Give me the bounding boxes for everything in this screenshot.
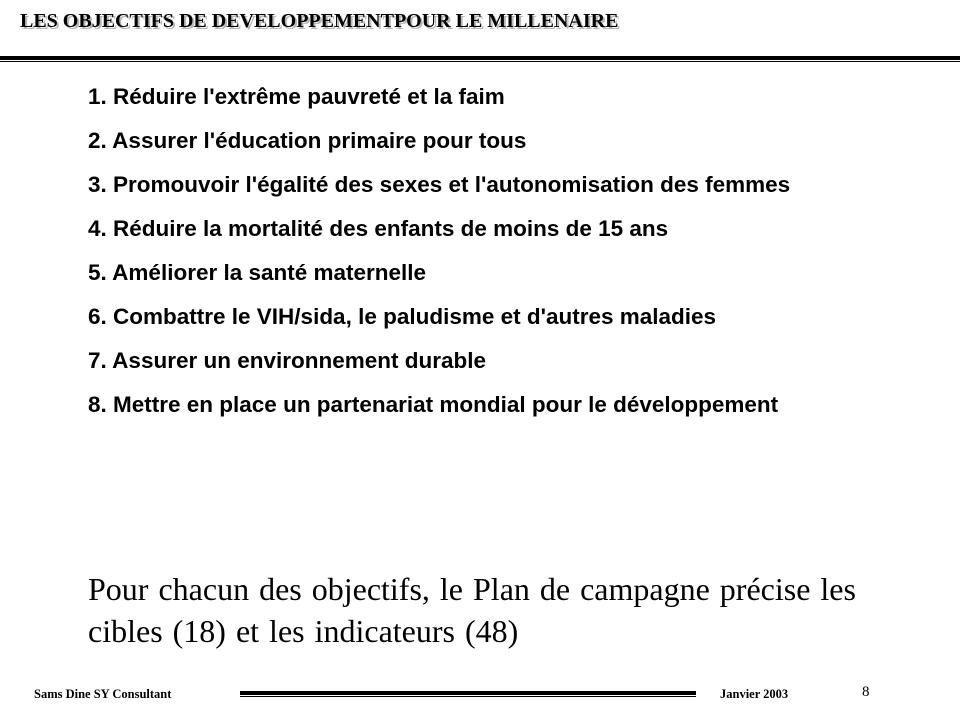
footer-divider-thin	[240, 696, 696, 697]
objective-item-2: 2. Assurer l'éducation primaire pour tous	[88, 128, 527, 153]
footer-divider	[240, 691, 696, 695]
summary-paragraph: Pour chacun des objectifs, le Plan de campagne précise les cibles (18) et les indicateurs (48)	[88, 571, 856, 649]
title-divider-thin	[0, 61, 960, 62]
objective-item-3: 3. Promouvoir l'égalité des sexes et l'autonomisation des femmes	[88, 172, 791, 197]
page-number: 8	[862, 684, 870, 700]
objectives-list	[88, 80, 928, 432]
footer-date: Janvier 2003	[720, 687, 789, 701]
footer-author: Sams Dine SY Consultant	[34, 687, 172, 701]
objective-item-6: 6. Combattre le VIH/sida, le paludisme et d'autres maladies	[88, 304, 717, 329]
slide-title: LES OBJECTIFS DE DEVELOPPEMENTPOUR LE MILLENAIRE	[20, 10, 619, 32]
slide-footer	[0, 684, 960, 704]
objective-item-5: 5. Améliorer la santé maternelle	[88, 260, 427, 285]
title-divider	[0, 56, 960, 60]
objective-item-7: 7. Assurer un environnement durable	[88, 348, 487, 373]
objective-item-4: 4. Réduire la mortalité des enfants de moins de 15 ans	[88, 216, 669, 241]
objective-item-1: 1. Réduire l'extrême pauvreté et la faim	[88, 84, 505, 109]
objective-item-8: 8. Mettre en place un partenariat mondial pour le développement	[88, 392, 779, 417]
